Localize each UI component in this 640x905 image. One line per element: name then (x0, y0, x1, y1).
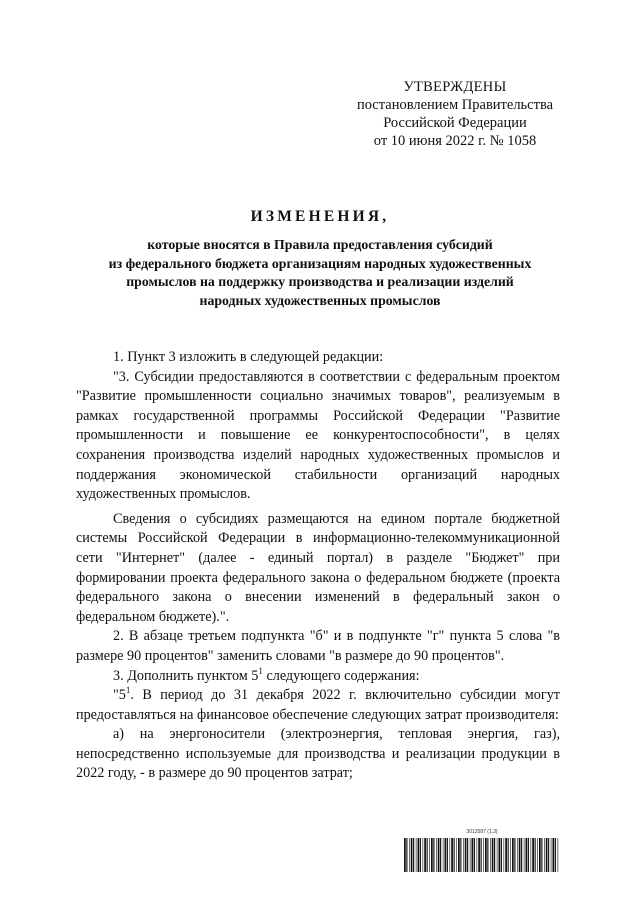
approval-line-3: от 10 июня 2022 г. № 1058 (373, 133, 537, 149)
stamp-code: 3012587 (1.3) (466, 829, 498, 835)
point-5-1-prefix: "5 (113, 687, 126, 704)
point-5-1-superscript: 1 (125, 685, 131, 696)
approval-block (340, 78, 570, 150)
item-3-info-paragraph: Сведения о субсидиях размещаются на едином портале бюджетной системы Российской Федерации в информационно-телекоммуникационной сети "Интернет" (далее - единый портал) в разделе "Бюджет" при формировании проекта федерального закона о федеральном бюджете (проекта федерального закона о внесении изменений в федеральный закон о федеральном бюджете).". (76, 510, 560, 625)
item-3-text-end: следующего содержания: (262, 667, 420, 684)
approval-line-1: постановлением Правительства (356, 97, 554, 113)
document-subtitle (70, 236, 570, 310)
barcode-stamp (404, 828, 560, 877)
subtitle-line-3: промыслов на поддержку производства и реализации изделий (126, 274, 514, 289)
subtitle-line-1: которые вносятся в Правила предоставления субсидий (147, 237, 493, 252)
item-1-paragraph: 1. Пункт 3 изложить в следующей редакции: (113, 349, 384, 365)
document-title: ИЗМЕНЕНИЯ, (250, 208, 390, 225)
approval-heading: УТВЕРЖДЕНЫ (403, 79, 507, 95)
item-2-paragraph: 2. В абзаце третьем подпункта "б" и в подпункте "г" пункта 5 слова "в размере 90 процентов" заменить словами "в размере до 90 процентов". (76, 628, 560, 664)
item-3-text-paragraph: "3. Субсидии предоставляются в соответствии с федеральным проектом "Развитие промышленности социально значимых товаров", реализуемым в рамках государственной программы Российской Федерации "Развитие промышленности и повышение ее конкурентоспособности", в целях сохранения производства изделий народных художественных промыслов и поддержания экономической стабильности организаций народных художественных промыслов. (76, 368, 560, 503)
point-5-1-text: . В период до 31 декабря 2022 г. включительно субсидии могут предоставляться на финансовое обеспечение следующих затрат производителя: (76, 687, 560, 723)
point-5-1-paragraph (76, 686, 560, 725)
item-3-text-start: 3. Дополнить пунктом 5 (113, 667, 259, 684)
subtitle-line-4: народных художественных промыслов (199, 292, 441, 308)
barcode-icon (404, 838, 560, 872)
item-3-superscript: 1 (258, 665, 263, 676)
approval-line-2: Российской Федерации (383, 115, 527, 131)
document-body (76, 348, 560, 784)
item-3-paragraph (76, 667, 560, 687)
subitem-a-paragraph: а) на энергоносители (электроэнергия, тепловая энергия, газ), непосредственно используемые для производства и реализации продукции в 2022 году, - в размере до 90 процентов затрат; (76, 726, 560, 782)
subtitle-line-2: из федерального бюджета организациям народных художественных (108, 255, 532, 271)
